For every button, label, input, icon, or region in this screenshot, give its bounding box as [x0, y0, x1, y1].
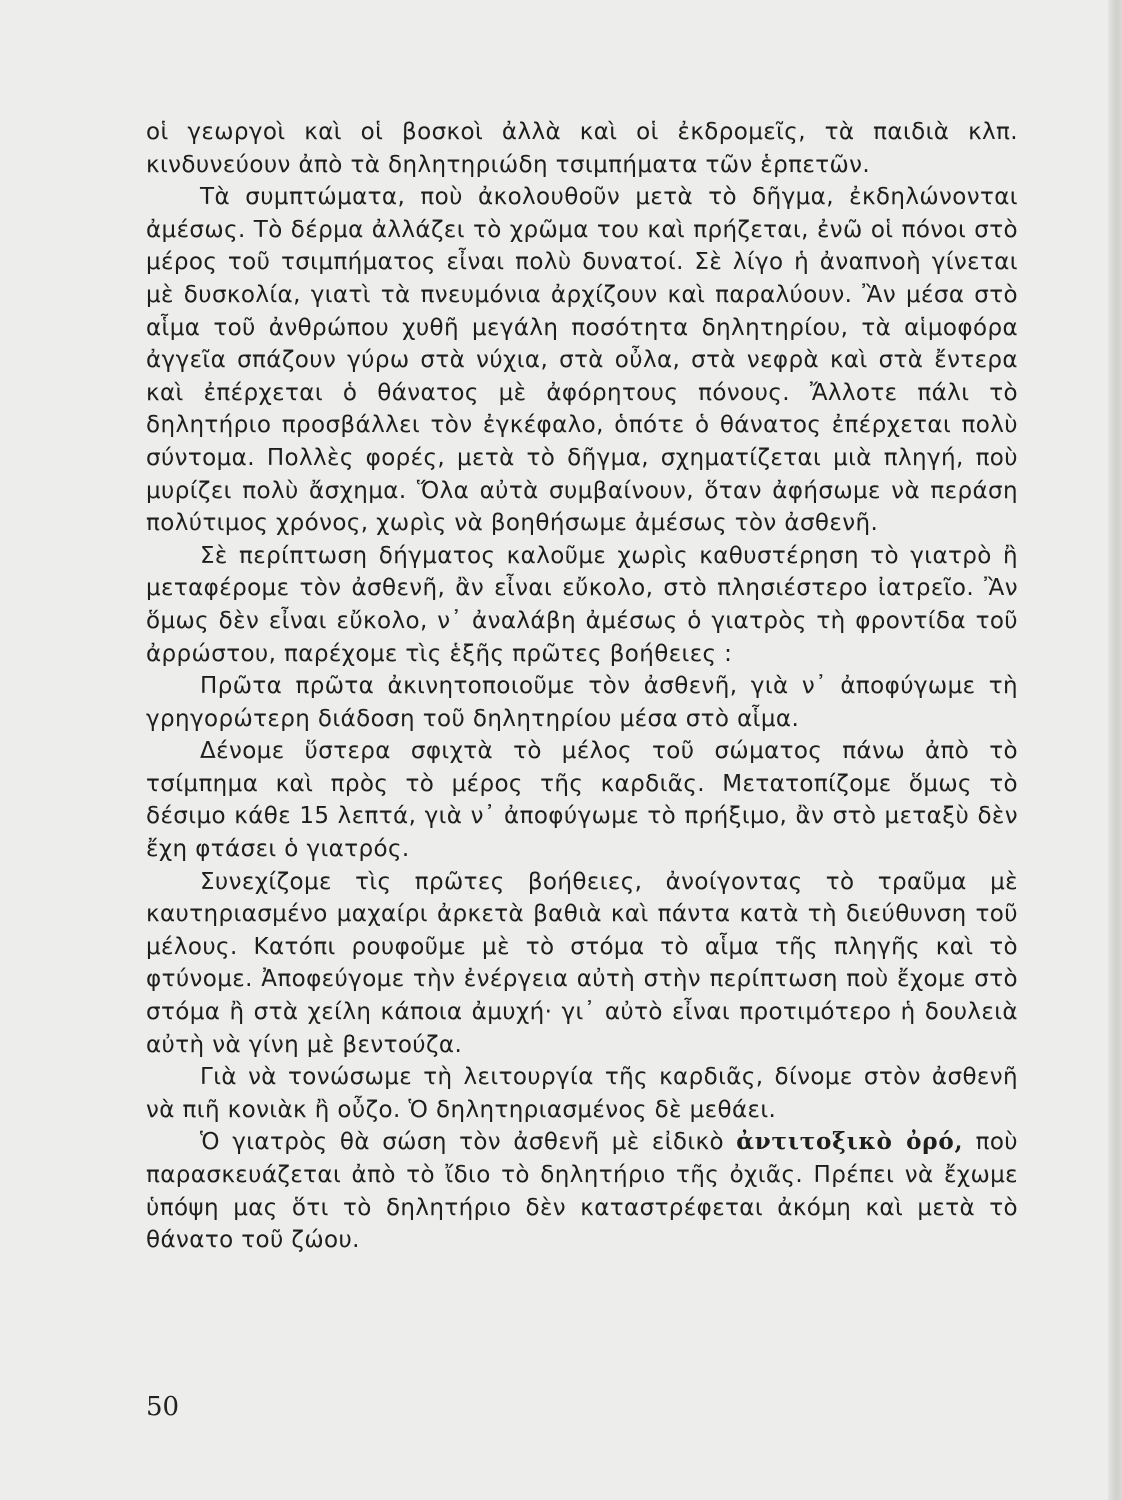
page-number: 50 — [146, 1392, 180, 1422]
text-run: ποὺ παρασκευάζεται ἀπὸ τὸ ἴδιο τὸ δηλητήριο τῆς ὀχιᾶς. Πρέπει νὰ ἔχωμε ὑπόψη μας ὅτι τὸ δηλητήριο δὲν καταστρέφεται ἀκόμη καὶ μετὰ τὸ θάνατο τοῦ ζώου. — [146, 1129, 1019, 1254]
body-text — [146, 116, 1018, 1257]
paragraph: Πρῶτα πρῶτα ἀκινητοποιοῦμε τὸν ἀσθενῆ, γιὰ ν᾽ ἀποφύγωμε τὴ γρηγορώτερη διάδοση τοῦ δηλητηρίου μέσα στὸ αἷμα. — [146, 673, 1018, 732]
paragraph: οἱ γεωργοὶ καὶ οἱ βοσκοὶ ἀλλὰ καὶ οἱ ἐκδρομεῖς, τὰ παιδιὰ κλπ. κινδυνεύουν ἀπὸ τὰ δηλητηριώδη τσιμπήματα τῶν ἑρπετῶν. — [146, 119, 1018, 178]
paragraph: Τὰ συμπτώματα, ποὺ ἀκολουθοῦν μετὰ τὸ δῆγμα, ἐκδηλώνονται ἀμέσως. Τὸ δέρμα ἀλλάζει τὸ χρῶμα του καὶ πρήζεται, ἐνῶ οἱ πόνοι στὸ μέρος τοῦ τσιμπήματος εἶναι πολὺ δυνατοί. Σὲ λίγο ἡ ἀναπνοὴ γίνεται μὲ δυσκολία, γιατὶ τὰ πνευμόνια ἀρχίζουν καὶ παραλύουν. Ἂν μέσα στὸ αἷμα τοῦ ἀνθρώπου χυθῆ μεγάλη ποσότητα δηλητηρίου, τὰ αἱμοφόρα ἀγγεῖα σπάζουν γύρω στὰ νύχια, στὰ οὖλα, στὰ νεφρὰ καὶ στὰ ἔντερα καὶ ἐπέρχεται ὁ θάνατος μὲ ἀφόρητους πόνους. Ἄλλοτε πάλι τὸ δηλητήριο προσβάλλει τὸν ἐγκέφαλο, ὁπότε ὁ θάνατος ἐπέρχεται πολὺ σύντομα. Πολλὲς φορές, μετὰ τὸ δῆγμα, σχηματίζεται μιὰ πληγή, ποὺ μυρίζει πολὺ ἄσχημα. Ὅλα αὐτὰ συμβαίνουν, ὅταν ἀφήσωμε νὰ περάση πολύτιμος χρόνος, χωρὶς νὰ βοηθήσωμε ἀμέσως τὸν ἀσθενῆ. — [146, 184, 1018, 537]
paragraph: Σὲ περίπτωση δήγματος καλοῦμε χωρὶς καθυστέρηση τὸ γιατρὸ ἢ μεταφέρομε τὸν ἀσθενῆ, ἂν εἶναι εὔκολο, στὸ πλησιέστερο ἰατρεῖο. Ἂν ὅμως δὲν εἶναι εὔκολο, ν᾽ ἀναλάβη ἀμέσως ὁ γιατρὸς τὴ φροντίδα τοῦ ἀρρώστου, παρέχομε τὶς ἑξῆς πρῶτες βοήθειες : — [146, 542, 1018, 667]
paragraph: Δένομε ὕστερα σφιχτὰ τὸ μέλος τοῦ σώματος πάνω ἀπὸ τὸ τσίμπημα καὶ πρὸς τὸ μέρος τῆς καρδιᾶς. Μετατοπίζομε ὅμως τὸ δέσιμο κάθε 15 λεπτά, γιὰ ν᾽ ἀποφύγωμε τὸ πρήξιμο, ἂν στὸ μεταξὺ δὲν ἔχη φτάσει ὁ γιατρός. — [146, 738, 1018, 863]
bold-term: ἀντιτοξικὸ ὀρό, — [736, 1128, 964, 1156]
page-edge-shadow — [1108, 0, 1122, 1500]
paragraph-antitoxin — [146, 1126, 1018, 1256]
paragraph: Συνεχίζομε τὶς πρῶτες βοήθειες, ἀνοίγοντας τὸ τραῦμα μὲ καυτηριασμένο μαχαίρι ἀρκετὰ βαθιὰ καὶ πάντα κατὰ τὴ διεύθυνση τοῦ μέλους. Κατόπι ρουφοῦμε μὲ τὸ στόμα τὸ αἷμα τῆς πληγῆς καὶ τὸ φτύνομε. Ἀποφεύγομε τὴν ἐνέργεια αὐτὴ στὴν περίπτωση ποὺ ἔχομε στὸ στόμα ἢ στὰ χείλη κάποια ἀμυχή· γι᾽ αὐτὸ εἶναι προτιμότερο ἡ δουλειὰ αὐτὴ νὰ γίνη μὲ βεντούζα. — [146, 868, 1018, 1058]
paragraph: Γιὰ νὰ τονώσωμε τὴ λειτουργία τῆς καρδιᾶς, δίνομε στὸν ἀσθενῆ νὰ πιῆ κονιὰκ ἢ οὖζο. Ὁ δηλητηριασμένος δὲ μεθάει. — [146, 1064, 1018, 1123]
text-run: Ὁ γιατρὸς θὰ σώση τὸν ἀσθενῆ μὲ εἰδικὸ — [200, 1129, 737, 1156]
